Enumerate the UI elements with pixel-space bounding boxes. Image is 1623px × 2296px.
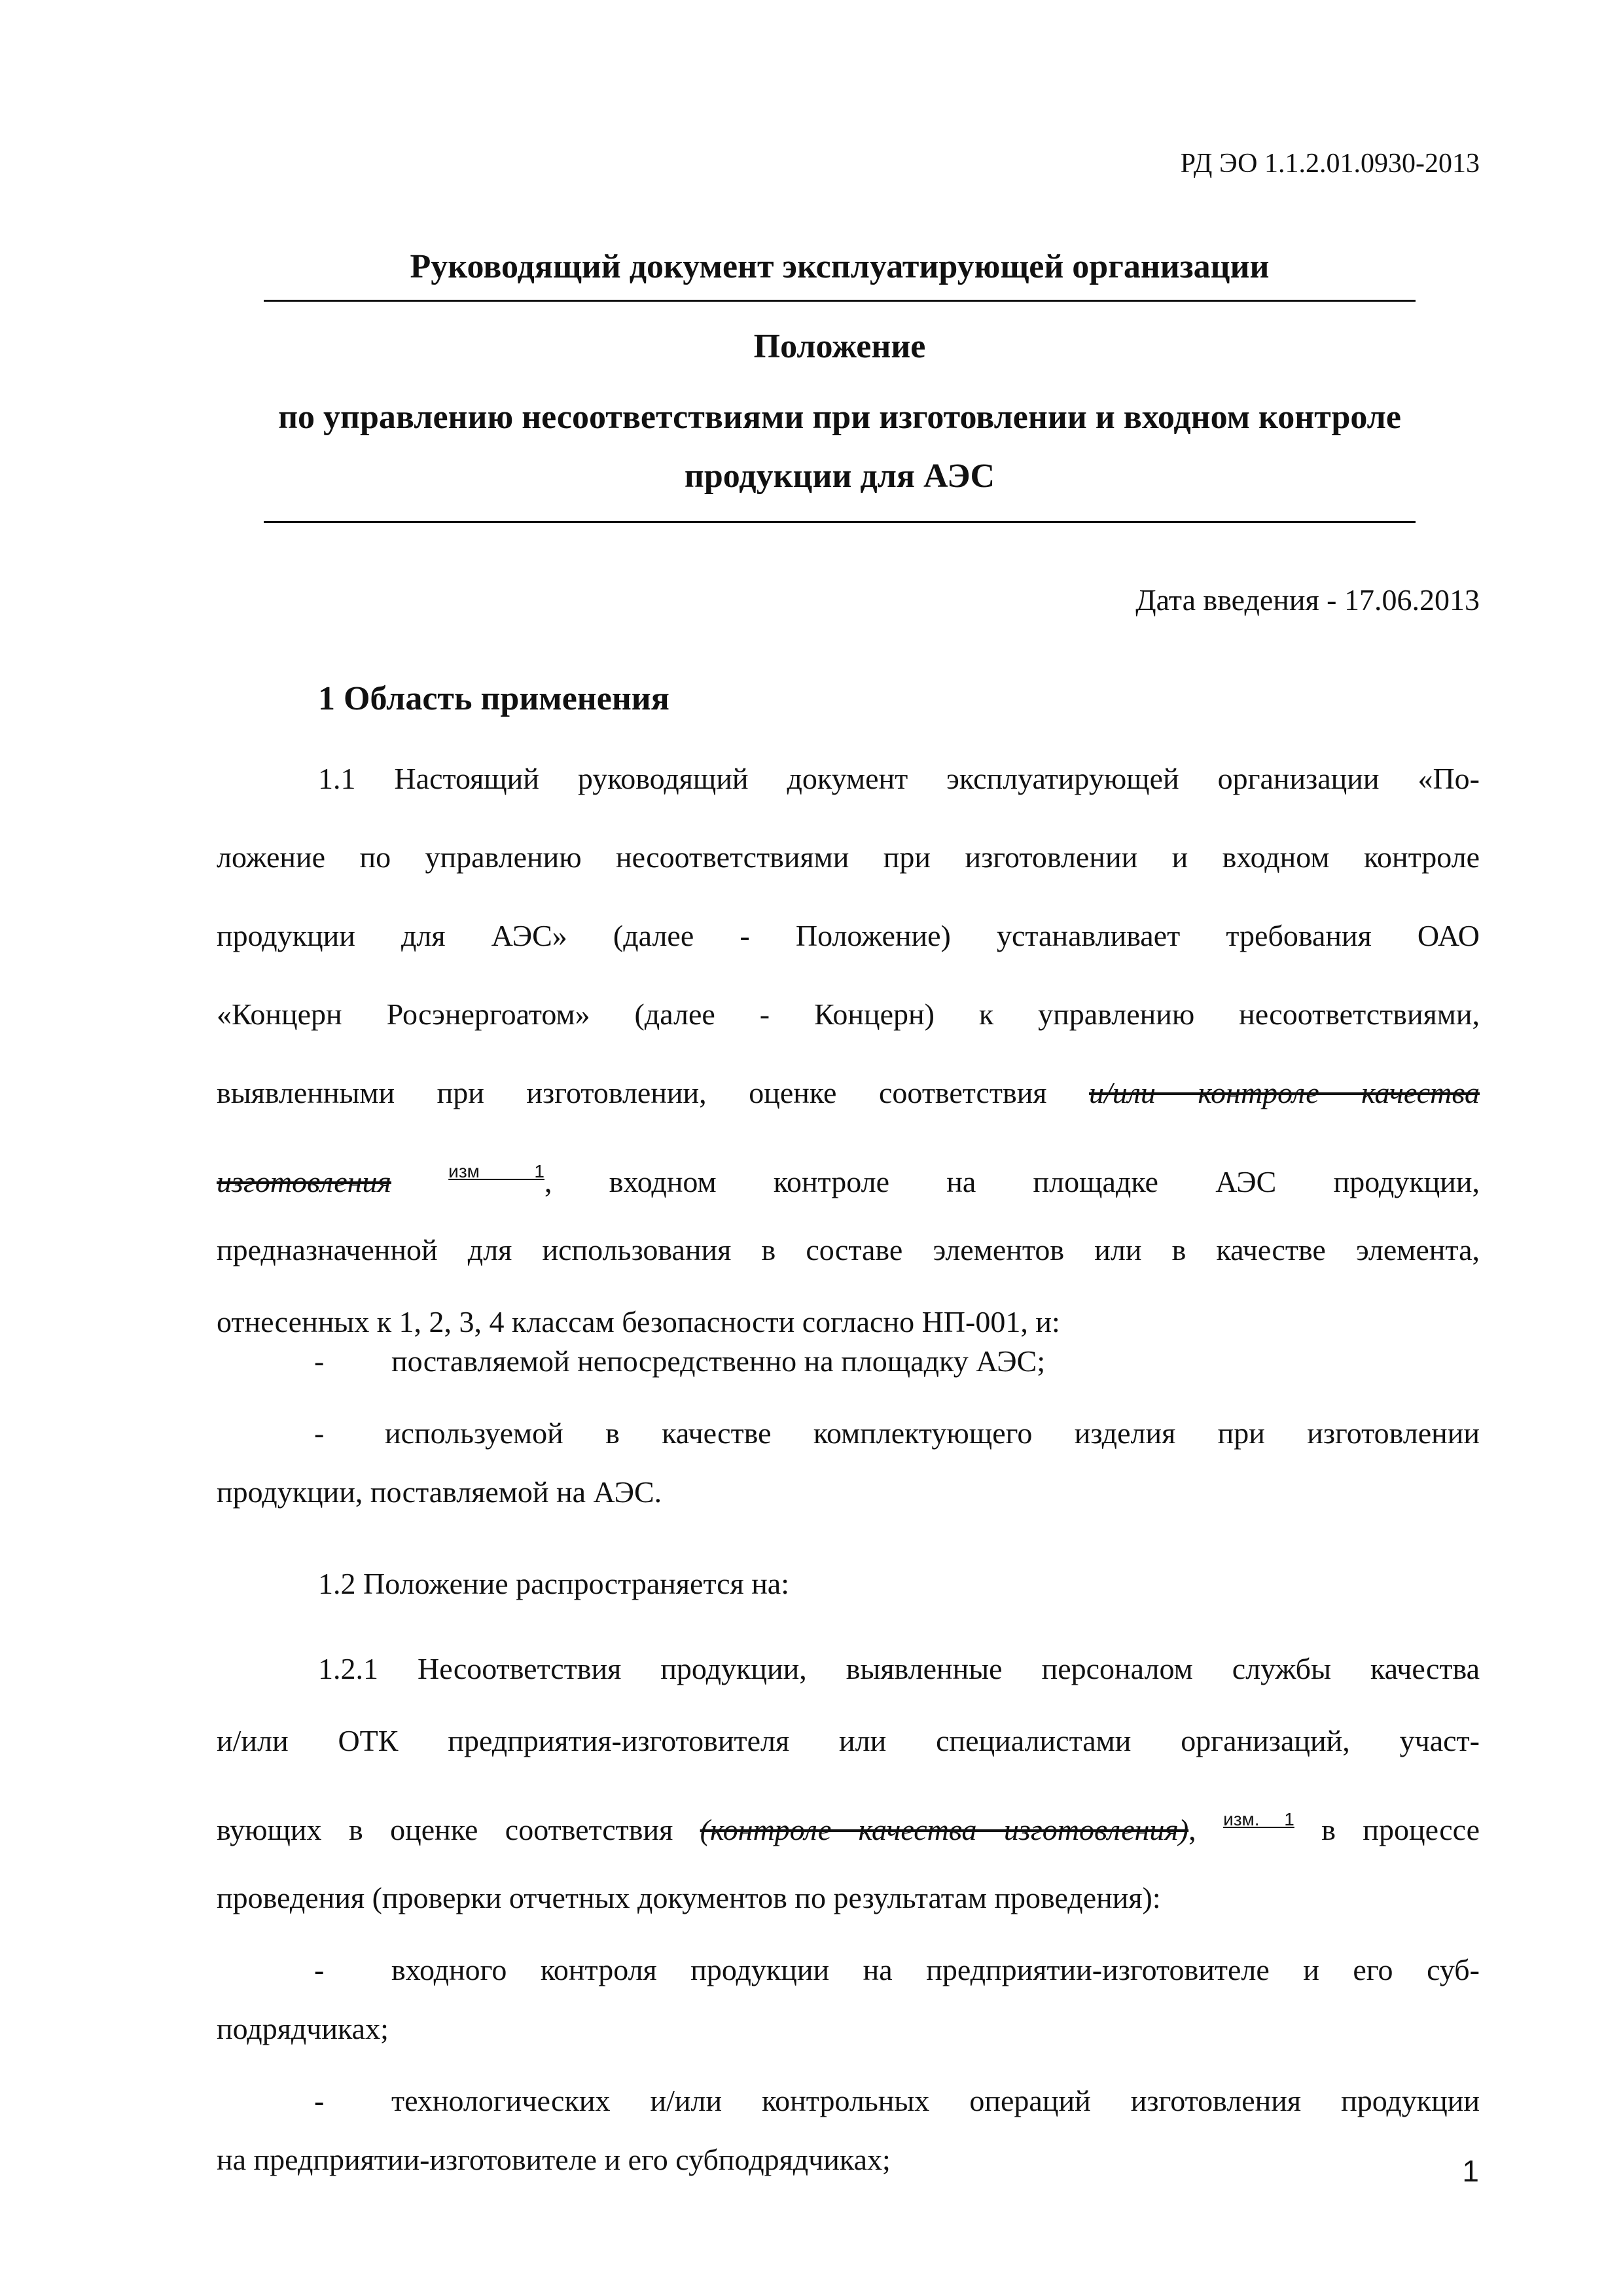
para-1-1-line-3: продукции для АЭС» (далее - Положение) устанавливает требования ОАО (217, 919, 1480, 952)
title-rule (264, 521, 1416, 523)
deleted-text: изготовления (217, 1165, 391, 1198)
title-line-2: по управлению несоответствиями при изготовлении и входном контроле (278, 399, 1401, 436)
para-1-2-1-line-2: и/или ОТК предприятия-изготовителя или специалистами организаций, участ- (217, 1724, 1480, 1757)
list-dash: - (314, 2084, 325, 2117)
list2-item-2-line-2: на предприятии-изготовителе и его субподрядчиках; (217, 2143, 891, 2176)
list2-item-1-line-2: подрядчиках; (217, 2012, 389, 2045)
list2-item-1-line-1: входного контроля продукции на предприятии-изготовителе и его суб- (391, 1953, 1480, 1986)
para-1-2-1-line-1: 1.2.1 Несоответствия продукции, выявленные персоналом службы качества (318, 1652, 1480, 1685)
para-1-1-line-1: 1.1 Настоящий руководящий документ эксплуатирующей организации «По- (318, 762, 1480, 795)
para-1-1-line-6-text: , входном контроле на площадке АЭС продукции, (544, 1165, 1480, 1198)
para-1-1-line-2: ложение по управлению несоответствиями при изготовлении и входном контроле (217, 840, 1480, 874)
amendment-mark: изм. 1 (1223, 1809, 1294, 1829)
title-line-1: Положение (753, 328, 926, 365)
para-1-1-line-6 (217, 1132, 1480, 1221)
para-1-2: 1.2 Положение распространяется на: (318, 1567, 790, 1600)
para-1-2-1-line-3-tail: в процессе (1321, 1813, 1480, 1846)
comma: , (1188, 1813, 1196, 1846)
header-rule (264, 300, 1416, 302)
list2-item-2-line-1: технологических и/или контрольных операций изготовления продукции (391, 2084, 1480, 2117)
para-1-1-line-8: отнесенных к 1, 2, 3, 4 классам безопасности согласно НП-001, и: (217, 1305, 1060, 1338)
para-1-1-line-5 (217, 1054, 1480, 1132)
list-item-2-line-2: продукции, поставляемой на АЭС. (217, 1475, 662, 1509)
para-1-1-line-5-text: выявленными при изготовлении, оценке соответствия (217, 1076, 1047, 1109)
amendment-mark: изм 1 (448, 1161, 545, 1181)
para-1-2-1-line-4: проведения (проверки отчетных документов по результатам проведения): (217, 1881, 1161, 1914)
list-dash: - (314, 1953, 325, 1986)
deleted-text: (контроле качества изготовления) (700, 1813, 1189, 1846)
list-item-1: поставляемой непосредственно на площадку АЭС; (391, 1344, 1046, 1378)
section-heading: 1 Область применения (318, 680, 669, 717)
para-1-1-line-4: «Концерн Росэнергоатом» (далее - Концерн) к управлению несоответствиями, (217, 997, 1480, 1031)
document-code: РД ЭО 1.1.2.01.0930-2013 (1180, 149, 1480, 179)
list-dash: - (314, 1416, 325, 1450)
para-1-2-1-line-3-text: вующих в оценке соответствия (217, 1813, 673, 1846)
page-number: 1 (1462, 2154, 1479, 2188)
title-line-3: продукции для АЭС (684, 457, 995, 495)
list-dash: - (314, 1344, 325, 1378)
list-item-2-line-1: используемой в качестве комплектующего изделия при изготовлении (385, 1416, 1480, 1450)
intro-date: Дата введения - 17.06.2013 (1135, 583, 1480, 617)
para-1-2-1-line-3 (217, 1780, 1480, 1869)
para-1-1-line-7: предназначенной для использования в составе элементов или в качестве элемента, (217, 1233, 1480, 1266)
deleted-text: и/или контроле качества (1089, 1076, 1480, 1109)
header-title: Руководящий документ эксплуатирующей организации (410, 248, 1270, 285)
